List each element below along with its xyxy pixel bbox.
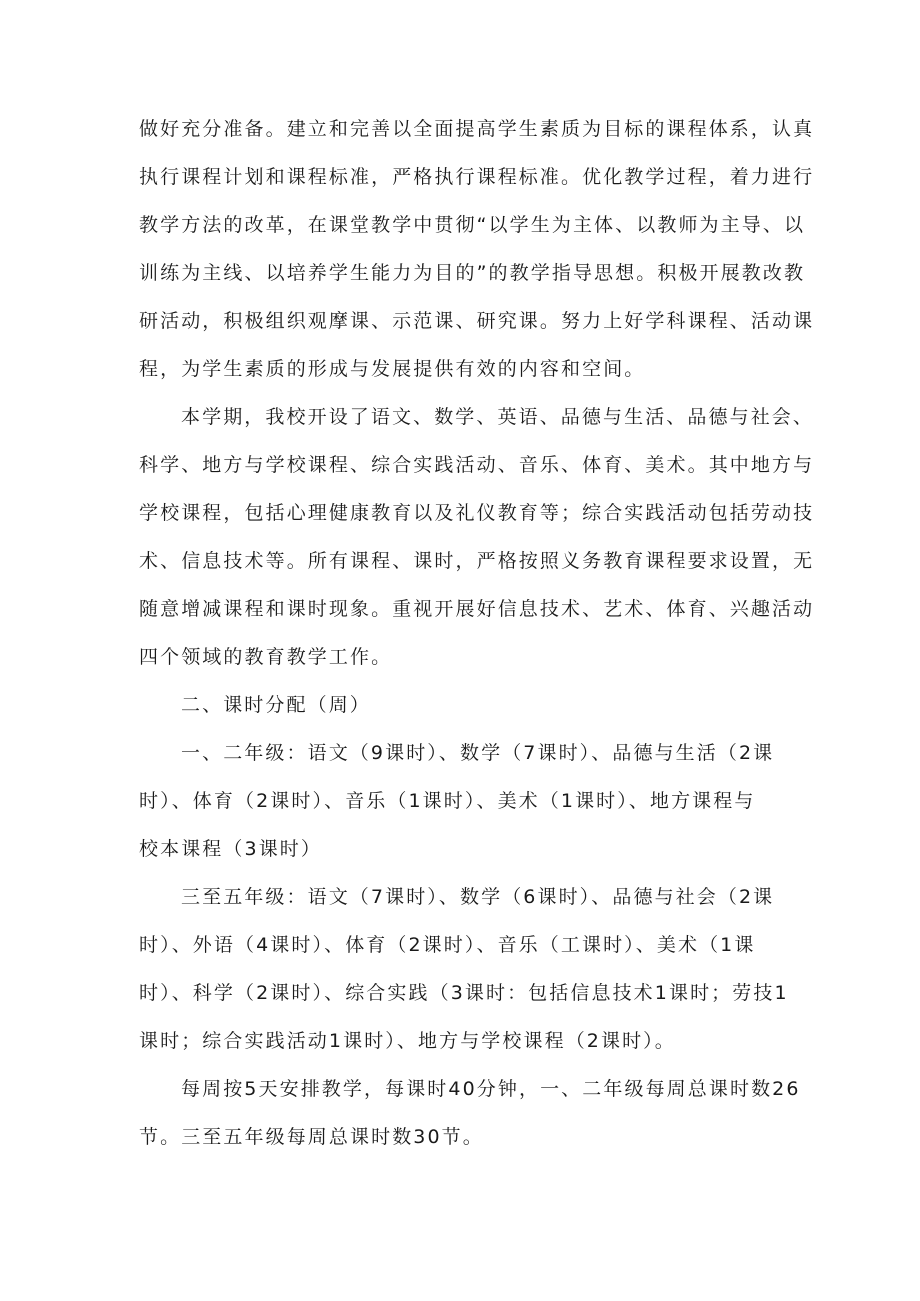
text-line: 术、信息技术等。所有课程、课时，严格按照义务教育课程要求设置，无 <box>139 550 815 572</box>
text-line: 校本课程（3课时） <box>139 838 322 860</box>
text-line: 时）、外语（4课时）、体育（2课时）、音乐（工课时）、美术（1课 <box>139 934 756 956</box>
text-line: 随意增减课程和课时现象。重视开展好信息技术、艺术、体育、兴趣活动 <box>139 598 815 620</box>
paragraph-first-line: 每周按5天安排教学，每课时40分钟，一、二年级每周总课时数26 <box>181 1078 801 1100</box>
text-line: 四个领域的教育教学工作。 <box>139 646 393 668</box>
text-line: 训练为主线、以培养学生能力为目的”的教学指导思想。积极开展教改教 <box>139 262 806 284</box>
text-line: 做好充分准备。建立和完善以全面提高学生素质为目标的课程体系，认真 <box>139 118 815 140</box>
section-heading: 二、课时分配（周） <box>181 694 371 716</box>
paragraph-first-line: 三至五年级：语文（7课时）、数学（6课时）、品德与社会（2课 <box>181 886 775 908</box>
text-line: 程，为学生素质的形成与发展提供有效的内容和空间。 <box>139 358 646 380</box>
text-line: 时）、体育（2课时）、音乐（1课时）、美术（1课时）、地方课程与 <box>139 790 756 812</box>
text-line: 时）、科学（2课时）、综合实践（3课时：包括信息技术1课时；劳技1 <box>139 982 789 1004</box>
text-line: 执行课程计划和课程标准，严格执行课程标准。优化教学过程，着力进行 <box>139 166 815 188</box>
text-line: 研活动，积极组织观摩课、示范课、研究课。努力上好学科课程、活动课 <box>139 310 815 332</box>
text-line: 学校课程，包括心理健康教育以及礼仪教育等；综合实践活动包括劳动技 <box>139 502 815 524</box>
paragraph-first-line: 一、二年级：语文（9课时）、数学（7课时）、品德与生活（2课 <box>181 742 775 764</box>
text-line: 科学、地方与学校课程、综合实践活动、音乐、体育、美术。其中地方与 <box>139 454 815 476</box>
text-line: 节。三至五年级每周总课时数30节。 <box>139 1126 484 1148</box>
text-line: 教学方法的改革，在课堂教学中贯彻“以学生为主体、以教师为主导、以 <box>139 214 806 236</box>
text-line: 课时；综合实践活动1课时）、地方与学校课程（2课时）。 <box>139 1030 676 1052</box>
paragraph-first-line: 本学期，我校开设了语文、数学、英语、品德与生活、品德与社会、 <box>181 406 815 428</box>
